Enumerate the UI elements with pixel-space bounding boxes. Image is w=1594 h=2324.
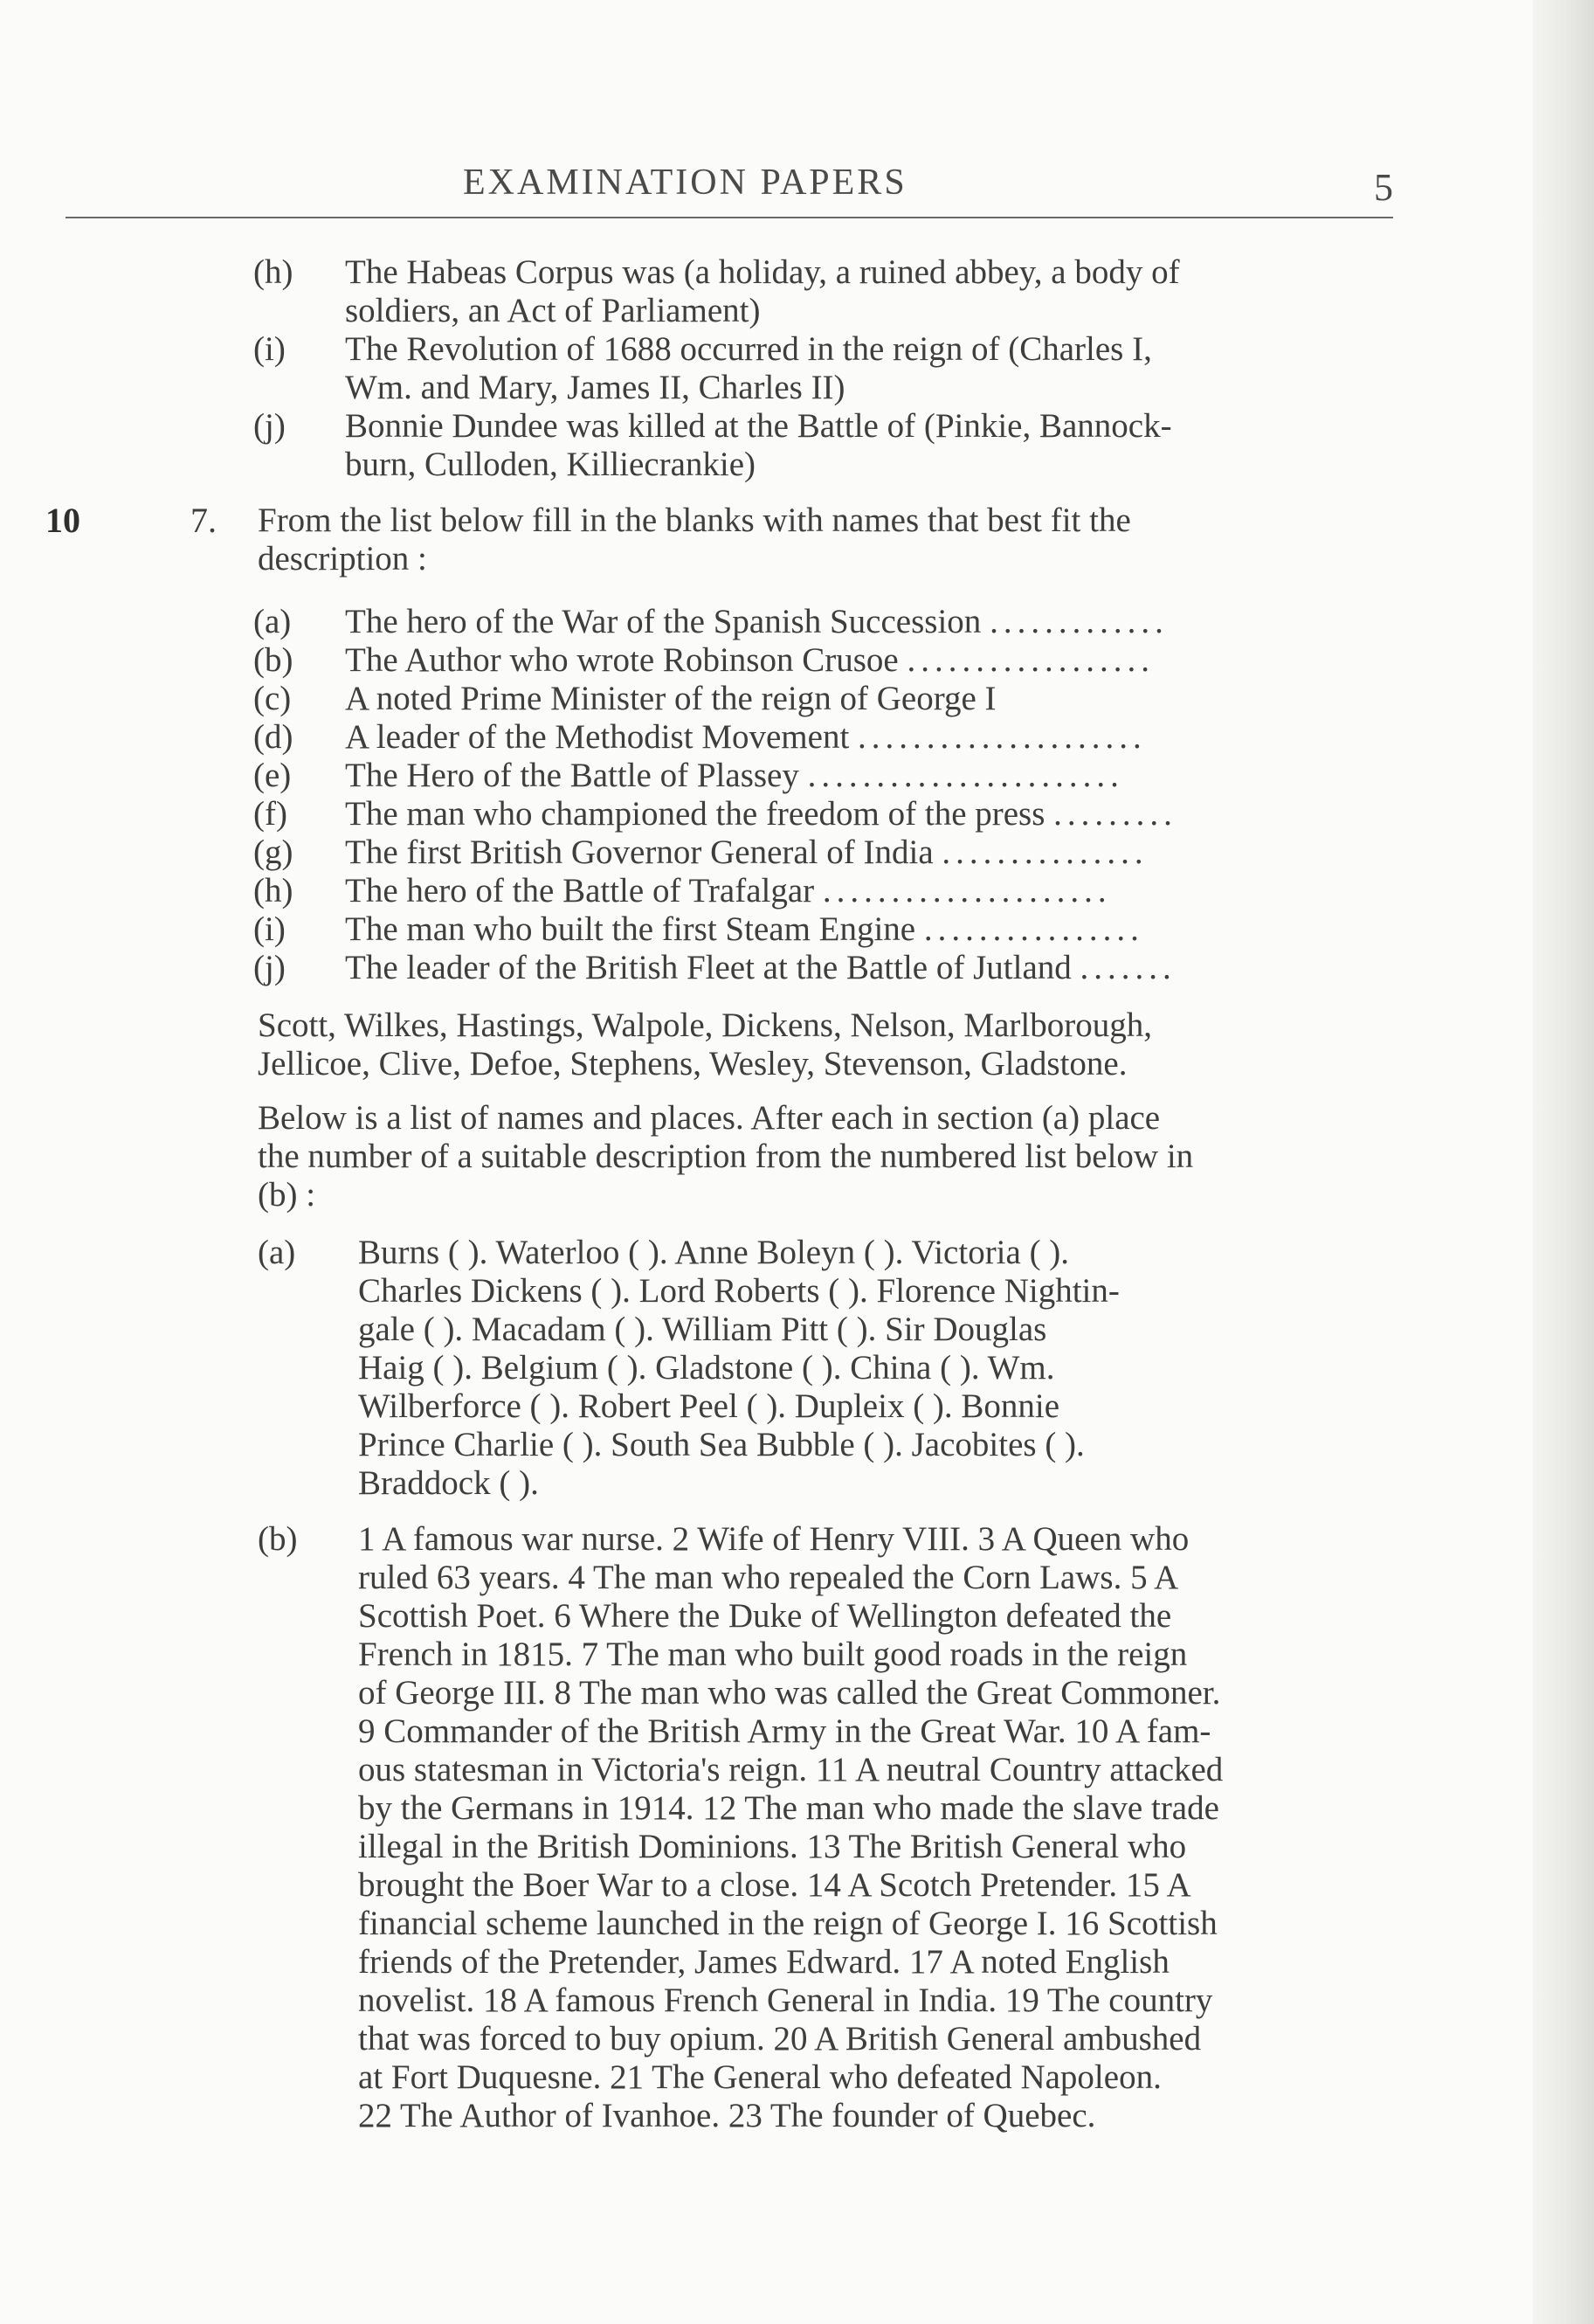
- intro-line: the number of a suitable description from the numbered list below in: [258, 1138, 1194, 1175]
- item-text: The hero of the Battle of Trafalgar: [345, 872, 815, 910]
- item-text: A leader of the Methodist Movement: [345, 718, 850, 756]
- item-text: The leader of the British Fleet at the Battle of Jutland: [345, 949, 1072, 986]
- item-label: (i): [253, 330, 286, 368]
- names-line: Scott, Wilkes, Hastings, Walpole, Dickens, Nelson, Marlborough,: [258, 1006, 1152, 1044]
- list-line: Wilberforce ( ). Robert Peel ( ). Dupleix ( ). Bonnie: [358, 1387, 1060, 1425]
- names-places-list: [358, 1234, 1389, 1503]
- answer-blank: .....................: [858, 718, 1147, 756]
- list-line: ous statesman in Victoria's reign. 11 A neutral Country attacked: [358, 1751, 1224, 1788]
- descriptions-list: [358, 1520, 1389, 2135]
- page-number: 5: [1374, 166, 1393, 209]
- item-text: The Author who wrote Robinson Crusoe: [345, 641, 899, 679]
- item-text: The man who built the first Steam Engine: [345, 910, 916, 948]
- item-label: (j): [253, 949, 286, 986]
- intro-line: (b) :: [258, 1176, 316, 1214]
- q7-names-list: [258, 1006, 1386, 1083]
- answer-blank: ..................: [907, 641, 1155, 679]
- list-line: French in 1815. 7 The man who built good roads in the reign: [358, 1636, 1188, 1673]
- answer-blank: .......................: [807, 757, 1124, 794]
- list-line: novelist. 18 A famous French General in India. 19 The country: [358, 1982, 1213, 2019]
- list-line: 1 A famous war nurse. 2 Wife of Henry VIII. 3 A Queen who: [358, 1520, 1190, 1558]
- item-text: burn, Culloden, Killiecrankie): [345, 446, 756, 483]
- item-text: A noted Prime Minister of the reign of George I: [345, 680, 997, 717]
- answer-blank: .......: [1080, 949, 1177, 986]
- item-label: (i): [253, 910, 286, 948]
- section-label-a: (a): [258, 1234, 296, 1271]
- list-line: Prince Charlie ( ). South Sea Bubble ( ). Jacobites ( ).: [358, 1426, 1085, 1463]
- item-label: (g): [253, 833, 293, 871]
- item-content: [345, 949, 1177, 987]
- item-content: [345, 757, 1124, 795]
- item-label: (e): [253, 757, 292, 794]
- item-label: (d): [253, 718, 293, 756]
- marks-q7: 10: [45, 501, 80, 540]
- item-label: (a): [253, 603, 292, 640]
- item-content: [345, 910, 1144, 949]
- list-line: by the Germans in 1914. 12 The man who made the slave trade: [358, 1789, 1219, 1827]
- q7-intro: [258, 501, 1386, 578]
- answer-blank: .............: [990, 603, 1169, 640]
- item-content: [345, 833, 1149, 872]
- item-label: (b): [253, 641, 293, 679]
- list-line: Charles Dickens ( ). Lord Roberts ( ). Florence Nightin-: [358, 1272, 1120, 1310]
- item-content: [345, 872, 1112, 910]
- names-line: Jellicoe, Clive, Defoe, Stephens, Wesley, Stevenson, Gladstone.: [258, 1045, 1128, 1082]
- list-line: at Fort Duquesne. 21 The General who defeated Napoleon.: [358, 2058, 1162, 2096]
- item-label: (c): [253, 680, 292, 717]
- question-number-7: 7.: [190, 501, 217, 540]
- item-text: soldiers, an Act of Parliament): [345, 292, 761, 329]
- item-content: [345, 795, 1177, 833]
- q8-intro: [258, 1099, 1386, 1214]
- list-line: 9 Commander of the British Army in the Great War. 10 A fam-: [358, 1712, 1211, 1750]
- item-text: The Revolution of 1688 occurred in the reign of (Charles I,: [345, 330, 1152, 368]
- list-line: ruled 63 years. 4 The man who repealed the Corn Laws. 5 A: [358, 1559, 1179, 1596]
- list-line: brought the Boer War to a close. 14 A Scotch Pretender. 15 A: [358, 1866, 1191, 1904]
- intro-line: From the list below fill in the blanks with names that best fit the: [258, 501, 1131, 539]
- answer-blank: ...............: [942, 833, 1149, 871]
- item-label: (h): [253, 253, 293, 291]
- list-line: Burns ( ). Waterloo ( ). Anne Boleyn ( ). Victoria ( ).: [358, 1234, 1070, 1271]
- item-content: [345, 603, 1169, 641]
- answer-blank: .........: [1053, 795, 1177, 833]
- answer-blank: ................: [923, 910, 1144, 948]
- running-title: EXAMINATION PAPERS: [463, 163, 907, 203]
- list-line: gale ( ). Macadam ( ). William Pitt ( ). Sir Douglas: [358, 1311, 1047, 1348]
- page-header: [66, 162, 1393, 214]
- header-rule: [66, 217, 1393, 218]
- item-content: [345, 718, 1147, 757]
- item-text: The man who championed the freedom of the press: [345, 795, 1045, 833]
- section-label-b: (b): [258, 1520, 298, 1558]
- list-line: Haig ( ). Belgium ( ). Gladstone ( ). China ( ). Wm.: [358, 1349, 1055, 1387]
- list-line: illegal in the British Dominions. 13 The British General who: [358, 1828, 1187, 1865]
- item-text: The hero of the War of the Spanish Succession: [345, 603, 982, 640]
- list-line: friends of the Pretender, James Edward. 17 A noted English: [358, 1943, 1170, 1981]
- item-text: The Hero of the Battle of Plassey: [345, 757, 799, 794]
- item-label: (h): [253, 872, 293, 910]
- list-line: Scottish Poet. 6 Where the Duke of Wellington defeated the: [358, 1597, 1172, 1635]
- list-line: financial scheme launched in the reign of George I. 16 Scottish: [358, 1905, 1218, 1942]
- item-label: (j): [253, 407, 286, 445]
- item-label: (f): [253, 795, 287, 833]
- intro-line: Below is a list of names and places. After each in section (a) place: [258, 1099, 1161, 1137]
- item-content: [345, 641, 1155, 680]
- list-line: Braddock ( ).: [358, 1464, 539, 1502]
- item-text: The Habeas Corpus was (a holiday, a ruined abbey, a body of: [345, 253, 1180, 291]
- item-text: Bonnie Dundee was killed at the Battle of (Pinkie, Bannock-: [345, 407, 1172, 445]
- item-text: The first British Governor General of India: [345, 833, 934, 871]
- item-content: [345, 680, 997, 718]
- answer-blank: .....................: [822, 872, 1112, 910]
- list-line: of George III. 8 The man who was called the Great Commoner.: [358, 1674, 1221, 1712]
- page-edge-shadow: [1533, 0, 1594, 2324]
- intro-line: description :: [258, 540, 427, 578]
- list-line: 22 The Author of Ivanhoe. 23 The founder of Quebec.: [358, 2097, 1096, 2134]
- item-text: Wm. and Mary, James II, Charles II): [345, 369, 845, 406]
- list-line: that was forced to buy opium. 20 A British General ambushed: [358, 2020, 1202, 2058]
